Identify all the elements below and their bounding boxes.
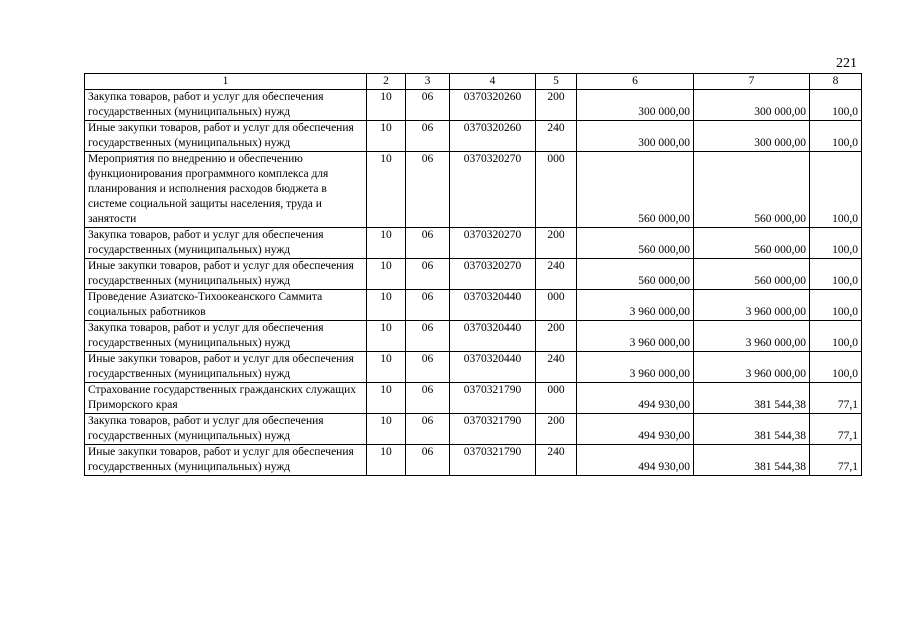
header-cell: 1: [85, 74, 367, 90]
row-name-cell: Закупка товаров, работ и услуг для обеспечения государственных (муниципальных) нужд: [85, 228, 367, 259]
actual-amount-cell: 381 544,38: [694, 383, 810, 414]
section-code-cell: 10: [367, 90, 406, 121]
expense-type-cell: 240: [536, 352, 577, 383]
expense-type-cell: 200: [536, 414, 577, 445]
actual-amount-cell: 3 960 000,00: [694, 290, 810, 321]
row-name-cell: Страхование государственных гражданских служащих Приморского края: [85, 383, 367, 414]
subsection-code-cell: 06: [406, 259, 450, 290]
expense-type-cell: 200: [536, 90, 577, 121]
table-row: [85, 152, 862, 228]
header-cell: 6: [577, 74, 694, 90]
plan-amount-cell: 3 960 000,00: [577, 290, 694, 321]
actual-amount-cell: 560 000,00: [694, 259, 810, 290]
header-cell: 2: [367, 74, 406, 90]
percent-cell: 77,1: [810, 383, 862, 414]
percent-cell: 100,0: [810, 152, 862, 228]
plan-amount-cell: 560 000,00: [577, 259, 694, 290]
percent-cell: 100,0: [810, 290, 862, 321]
plan-amount-cell: 494 930,00: [577, 414, 694, 445]
row-name-cell: Закупка товаров, работ и услуг для обеспечения государственных (муниципальных) нужд: [85, 321, 367, 352]
header-cell: 3: [406, 74, 450, 90]
section-code-cell: 10: [367, 259, 406, 290]
subsection-code-cell: 06: [406, 290, 450, 321]
subsection-code-cell: 06: [406, 445, 450, 476]
plan-amount-cell: 300 000,00: [577, 121, 694, 152]
subsection-code-cell: 06: [406, 228, 450, 259]
plan-amount-cell: 3 960 000,00: [577, 321, 694, 352]
percent-cell: 100,0: [810, 259, 862, 290]
target-article-cell: 0370320270: [450, 259, 536, 290]
target-article-cell: 0370320440: [450, 321, 536, 352]
table-row: [85, 414, 862, 445]
actual-amount-cell: 3 960 000,00: [694, 321, 810, 352]
percent-cell: 100,0: [810, 121, 862, 152]
target-article-cell: 0370320440: [450, 352, 536, 383]
table-row: [85, 383, 862, 414]
percent-cell: 77,1: [810, 414, 862, 445]
subsection-code-cell: 06: [406, 321, 450, 352]
expense-type-cell: 000: [536, 152, 577, 228]
section-code-cell: 10: [367, 445, 406, 476]
table-row: [85, 121, 862, 152]
expense-type-cell: 200: [536, 228, 577, 259]
table-body: [85, 90, 862, 476]
target-article-cell: 0370321790: [450, 414, 536, 445]
plan-amount-cell: 300 000,00: [577, 90, 694, 121]
actual-amount-cell: 300 000,00: [694, 90, 810, 121]
row-name-cell: Иные закупки товаров, работ и услуг для обеспечения государственных (муниципальных) нужд: [85, 445, 367, 476]
plan-amount-cell: 560 000,00: [577, 152, 694, 228]
row-name-cell: Иные закупки товаров, работ и услуг для обеспечения государственных (муниципальных) нужд: [85, 121, 367, 152]
subsection-code-cell: 06: [406, 352, 450, 383]
table-row: [85, 445, 862, 476]
target-article-cell: 0370320260: [450, 90, 536, 121]
section-code-cell: 10: [367, 352, 406, 383]
actual-amount-cell: 560 000,00: [694, 228, 810, 259]
row-name-cell: Мероприятия по внедрению и обеспечению функционирования программного комплекса для планирования и исполнения расходов бюджета в системе социальной защиты населения, труда и занятости: [85, 152, 367, 228]
budget-table: [84, 73, 862, 476]
actual-amount-cell: 560 000,00: [694, 152, 810, 228]
target-article-cell: 0370321790: [450, 383, 536, 414]
percent-cell: 100,0: [810, 352, 862, 383]
expense-type-cell: 240: [536, 445, 577, 476]
expense-type-cell: 200: [536, 321, 577, 352]
percent-cell: 77,1: [810, 445, 862, 476]
row-name-cell: Иные закупки товаров, работ и услуг для обеспечения государственных (муниципальных) нужд: [85, 259, 367, 290]
percent-cell: 100,0: [810, 321, 862, 352]
table-row: [85, 290, 862, 321]
expense-type-cell: 240: [536, 259, 577, 290]
target-article-cell: 0370321790: [450, 445, 536, 476]
table-row: [85, 228, 862, 259]
expense-type-cell: 000: [536, 383, 577, 414]
plan-amount-cell: 494 930,00: [577, 383, 694, 414]
section-code-cell: 10: [367, 321, 406, 352]
subsection-code-cell: 06: [406, 121, 450, 152]
subsection-code-cell: 06: [406, 152, 450, 228]
target-article-cell: 0370320270: [450, 152, 536, 228]
subsection-code-cell: 06: [406, 414, 450, 445]
table-header-row: [85, 74, 862, 90]
subsection-code-cell: 06: [406, 383, 450, 414]
subsection-code-cell: 06: [406, 90, 450, 121]
section-code-cell: 10: [367, 121, 406, 152]
section-code-cell: 10: [367, 228, 406, 259]
header-cell: 5: [536, 74, 577, 90]
target-article-cell: 0370320260: [450, 121, 536, 152]
percent-cell: 100,0: [810, 90, 862, 121]
header-cell: 8: [810, 74, 862, 90]
section-code-cell: 10: [367, 290, 406, 321]
row-name-cell: Закупка товаров, работ и услуг для обеспечения государственных (муниципальных) нужд: [85, 414, 367, 445]
percent-cell: 100,0: [810, 228, 862, 259]
section-code-cell: 10: [367, 152, 406, 228]
row-name-cell: Проведение Азиатско-Тихоокеанского Саммита социальных работников: [85, 290, 367, 321]
actual-amount-cell: 300 000,00: [694, 121, 810, 152]
plan-amount-cell: 3 960 000,00: [577, 352, 694, 383]
table-row: [85, 321, 862, 352]
actual-amount-cell: 381 544,38: [694, 445, 810, 476]
plan-amount-cell: 494 930,00: [577, 445, 694, 476]
section-code-cell: 10: [367, 383, 406, 414]
page-number: 221: [836, 56, 857, 71]
section-code-cell: 10: [367, 414, 406, 445]
table-row: [85, 90, 862, 121]
actual-amount-cell: 381 544,38: [694, 414, 810, 445]
row-name-cell: Закупка товаров, работ и услуг для обеспечения государственных (муниципальных) нужд: [85, 90, 367, 121]
table-row: [85, 352, 862, 383]
expense-type-cell: 240: [536, 121, 577, 152]
row-name-cell: Иные закупки товаров, работ и услуг для обеспечения государственных (муниципальных) нужд: [85, 352, 367, 383]
expense-type-cell: 000: [536, 290, 577, 321]
actual-amount-cell: 3 960 000,00: [694, 352, 810, 383]
table-row: [85, 259, 862, 290]
target-article-cell: 0370320440: [450, 290, 536, 321]
plan-amount-cell: 560 000,00: [577, 228, 694, 259]
header-cell: 7: [694, 74, 810, 90]
header-cell: 4: [450, 74, 536, 90]
target-article-cell: 0370320270: [450, 228, 536, 259]
